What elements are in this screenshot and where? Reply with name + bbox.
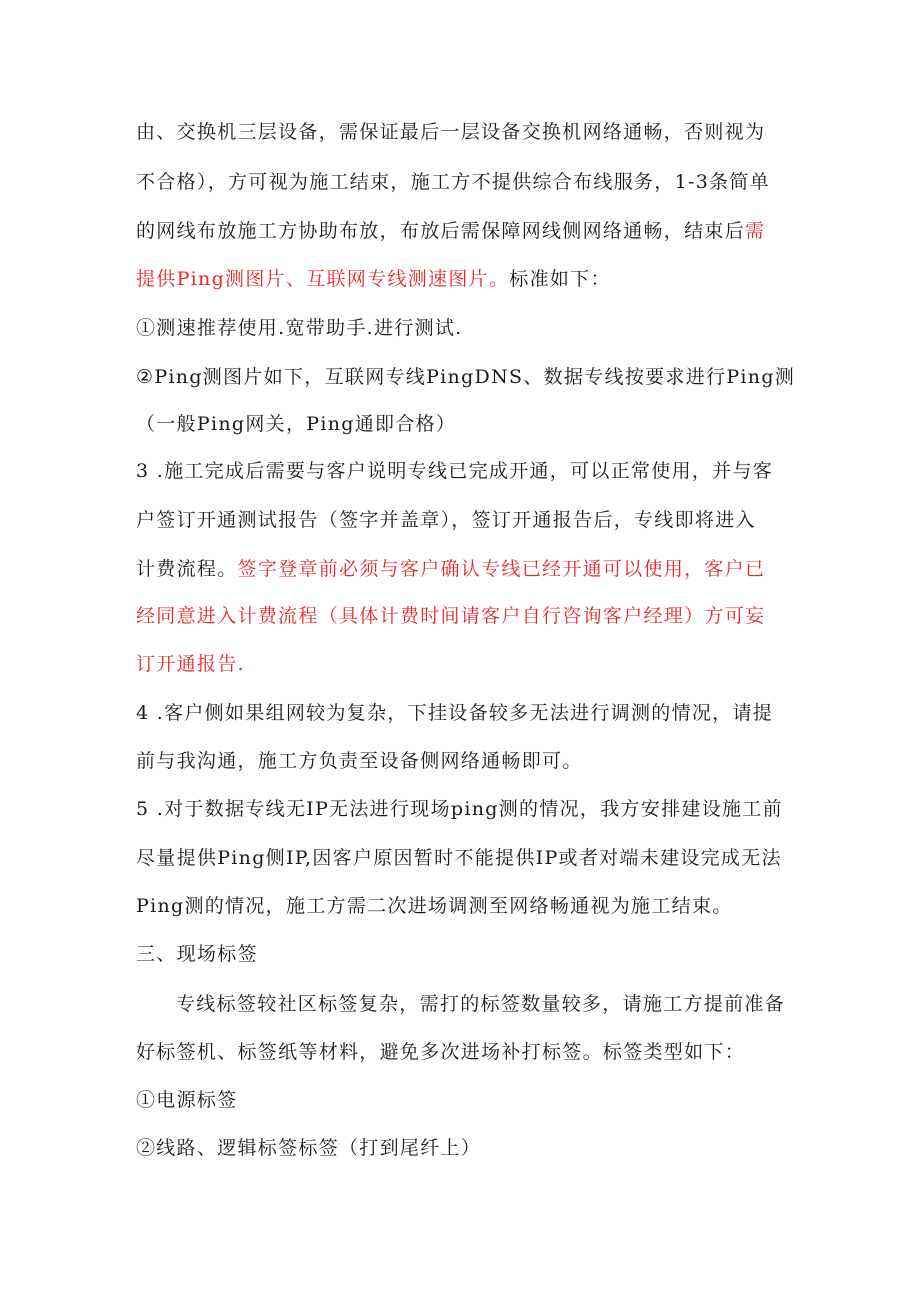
section-heading: 三、现场标签 bbox=[136, 943, 258, 965]
highlight-line: 经同意进入计费流程（具体计费时间请客户自行咨询客户经理）方可妄 bbox=[136, 605, 766, 627]
text-span: 计费流程。 bbox=[136, 558, 238, 580]
numbered-item: 3 .施工完成后需要与客户说明专线已完成开通，可以正常使用，并与客 bbox=[136, 460, 774, 482]
highlight-span: 签字登章前必须与客户确认专线已经开通可以使用，客户已 bbox=[237, 558, 766, 580]
paragraph-line: 专线标签较社区标签复杂，需打的标签数量较多，请施工方提前准备 bbox=[176, 993, 786, 1015]
text-line: 前与我沟通，施工方负责至设备侧网络通畅即可。 bbox=[136, 750, 583, 772]
text-line bbox=[136, 267, 611, 291]
highlight-span: 提供Ping测图片、互联网专线测速图片。 bbox=[136, 268, 510, 290]
text-line: 尽量提供Ping侧IP,因客户原因暂时不能提供IP或者对端未建设完成无法 bbox=[136, 847, 782, 869]
text-line bbox=[136, 219, 765, 243]
numbered-item: 5 .对于数据专线无IP无法进行现场ping测的情况，我方安排建设施工前 bbox=[136, 798, 783, 820]
numbered-item: 4 .客户侧如果组网较为复杂，下挂设备较多无法进行调测的情况，请提 bbox=[136, 702, 774, 724]
text-line bbox=[136, 557, 765, 581]
list-item: ②Ping测图片如下，互联网专线PingDNS、数据专线按要求进行Ping测 bbox=[136, 366, 796, 388]
text-line: 好标签机、标签纸等材料，避免多次进场补打标签。标签类型如下： bbox=[136, 1041, 746, 1063]
highlight-span: 需 bbox=[745, 220, 766, 242]
text-line: Ping测的情况，施工方需二次进场调测至网络畅通视为施工结束。 bbox=[136, 895, 733, 917]
list-item: ①电源标签 bbox=[136, 1089, 238, 1111]
list-item: ①测速推荐使用.宽带助手.进行测试. bbox=[136, 317, 463, 339]
text-line: （一般Ping网关，Ping通即合格） bbox=[136, 413, 457, 435]
highlight-line: 订开通报告. bbox=[136, 653, 245, 675]
text-line: 不合格），方可视为施工结束，施工方不提供综合布线服务，1-3条简单 bbox=[136, 171, 770, 193]
text-span: 标准如下： bbox=[509, 268, 611, 290]
text-span: 的网线布放施工方协助布放，布放后需保障网线侧网络通畅，结束后 bbox=[136, 220, 746, 242]
list-item: ②线路、逻辑标签标签（打到尾纤上） bbox=[136, 1137, 482, 1159]
text-line: 由、交换机三层设备，需保证最后一层设备交换机网络通畅，否则视为 bbox=[136, 121, 766, 143]
text-line: 户签订开通测试报告（签字并盖章），签订开通报告后，专线即将进入 bbox=[136, 509, 756, 531]
